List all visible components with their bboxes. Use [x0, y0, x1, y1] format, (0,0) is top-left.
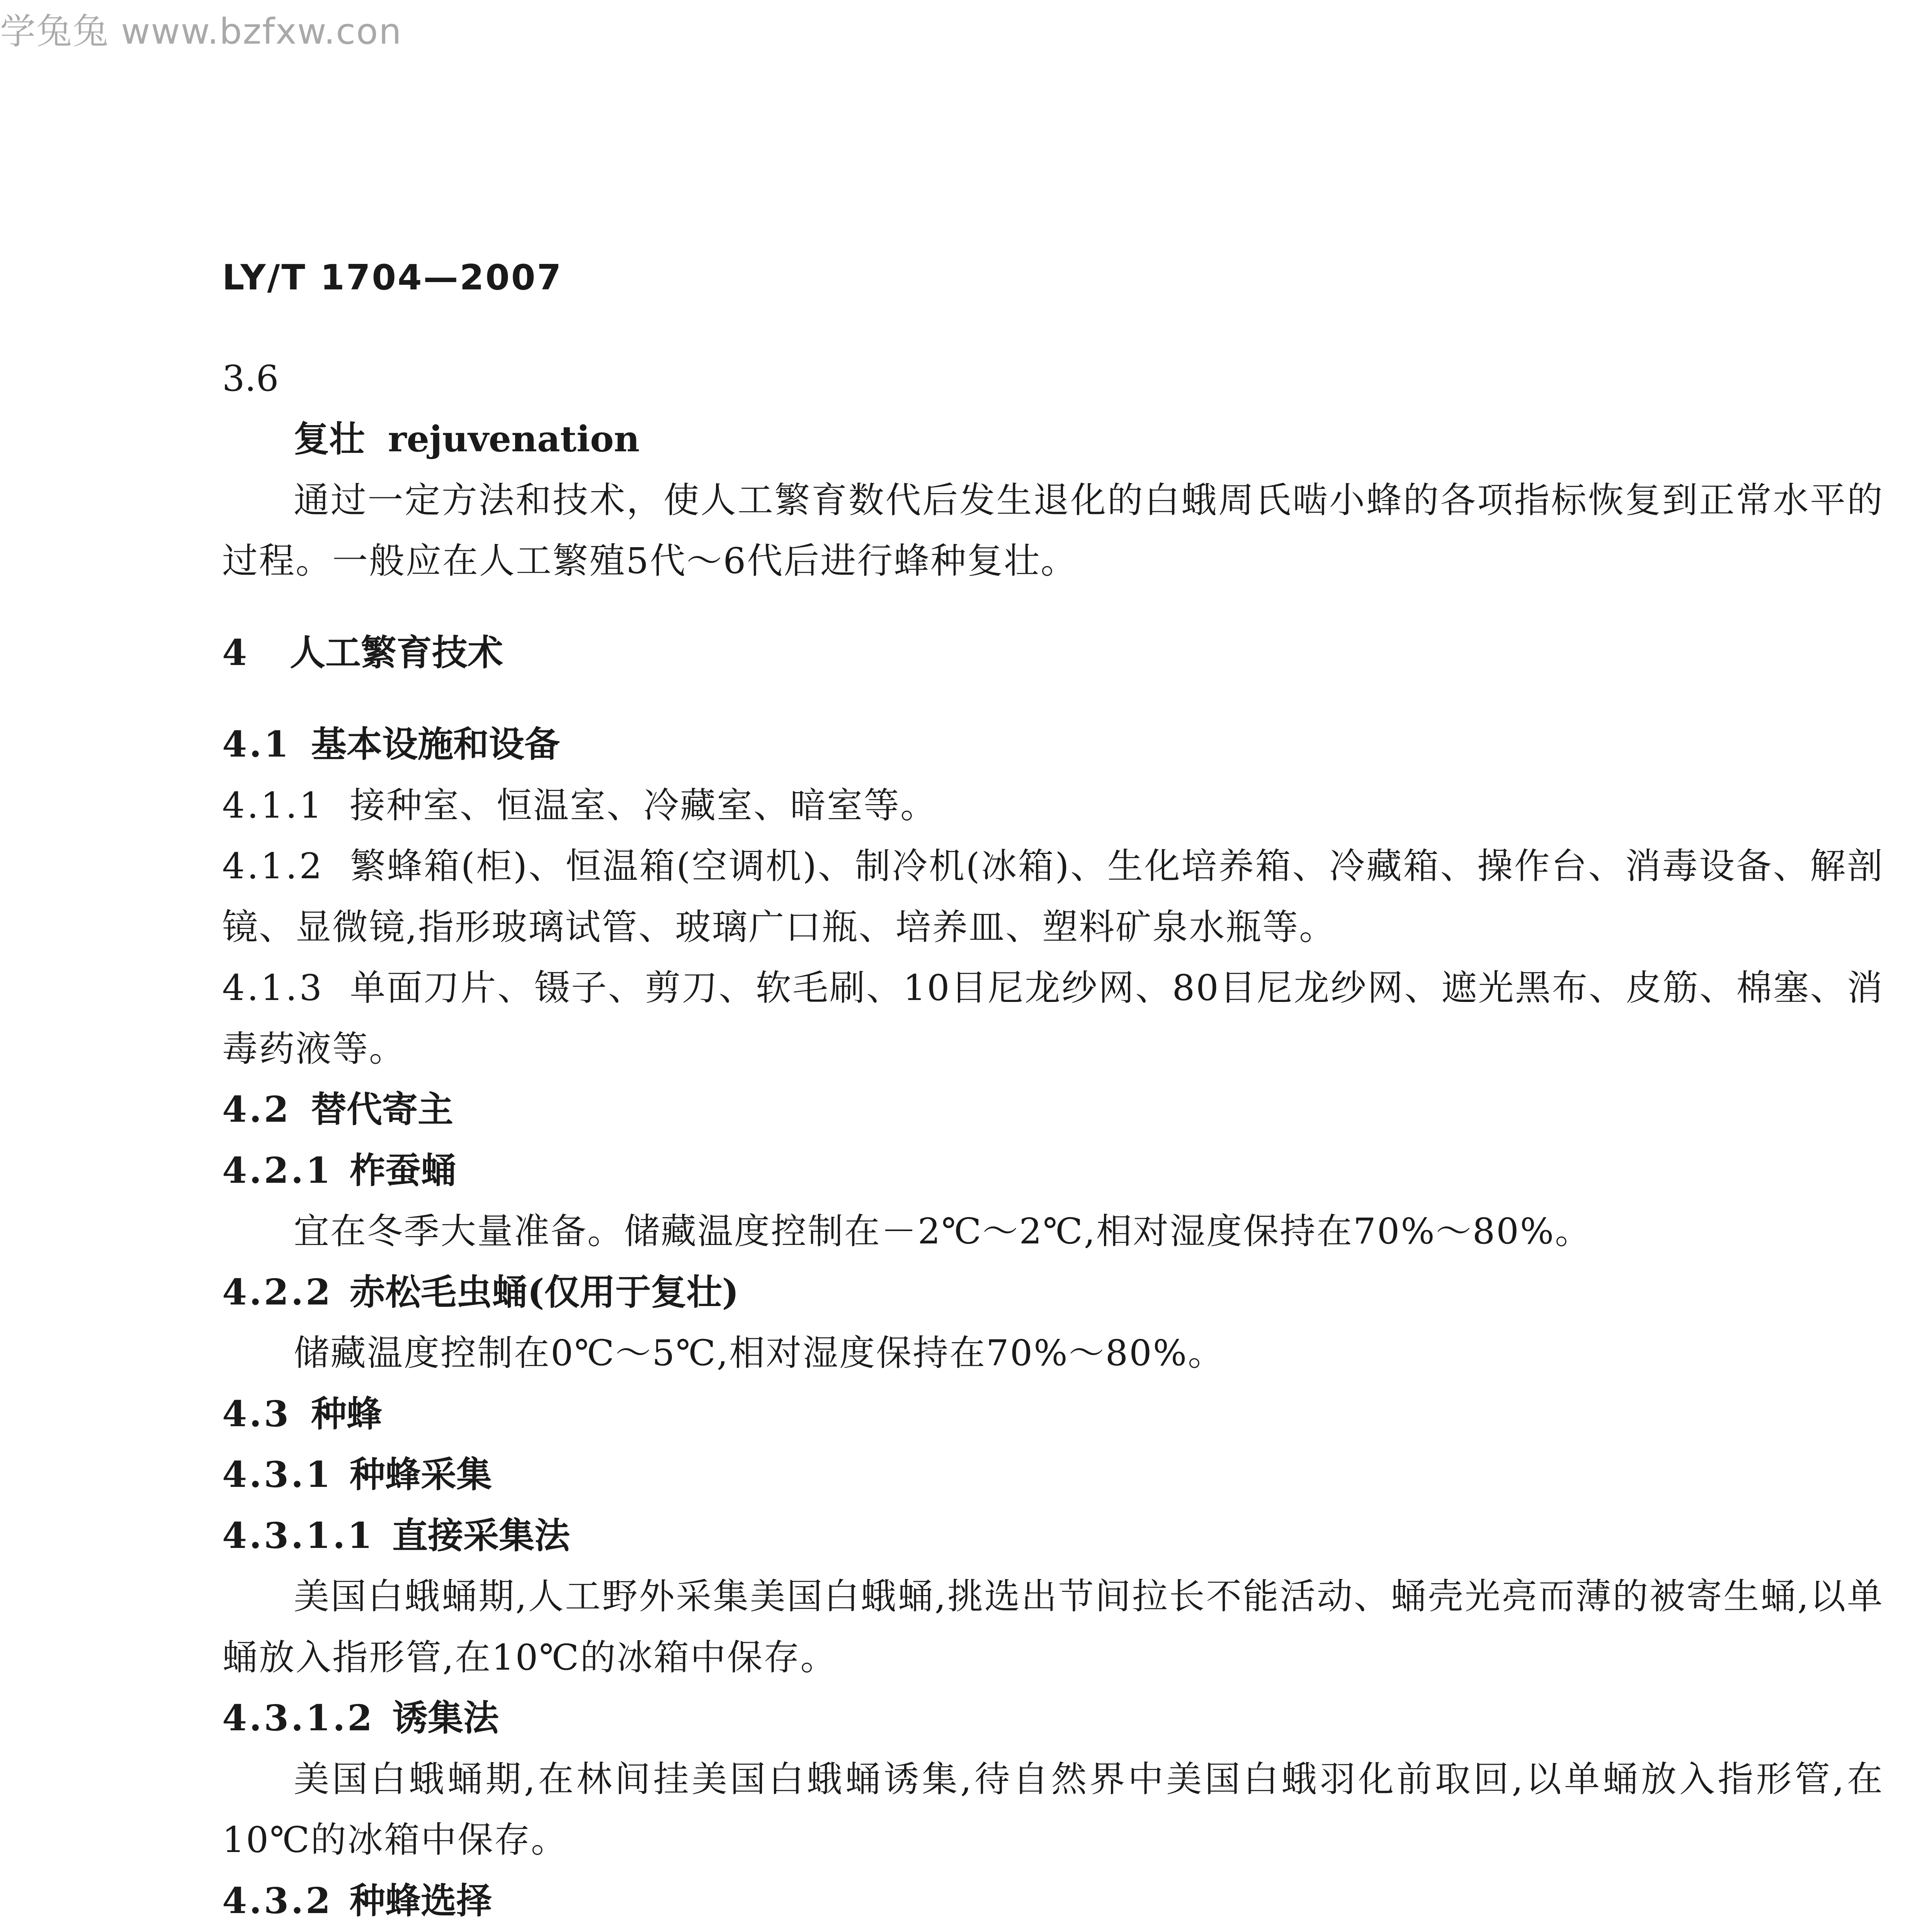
section-4-1-heading: 4.1 基本设施和设备 — [222, 723, 560, 765]
section-4-3-1-2-text: 美国白蛾蛹期,在林间挂美国白蛾蛹诱集,待自然界中美国白蛾羽化前取回,以单蛹放入指形管,在10℃的冰箱中保存。 — [222, 1758, 1884, 1861]
clause-4-1-2: 4.1.2 繁蜂箱(柜)、恒温箱(空调机)、制冷机(冰箱)、生化培养箱、冷藏箱、操作台、消毒设备、解剖镜、显微镜,指形玻璃试管、玻璃广口瓶、培养皿、塑料矿泉水瓶等。 — [222, 845, 1884, 948]
section-4-2-2-heading: 4.2.2 赤松毛虫蛹(仅用于复壮) — [222, 1271, 739, 1313]
section-4-2-heading: 4.2 替代寄主 — [222, 1088, 454, 1130]
clause-4-1-1: 4.1.1 接种室、恒温室、冷藏室、暗室等。 — [222, 784, 937, 826]
term-definition: 通过一定方法和技术，使人工繁育数代后发生退化的白蛾周氏啮小蜂的各项指标恢复到正常水平的过程。一般应在人工繁殖5代～6代后进行蜂种复壮。 — [222, 479, 1884, 582]
section-4-3-1-1-heading: 4.3.1.1 直接采集法 — [222, 1514, 570, 1556]
clause-4-1-3: 4.1.3 单面刀片、镊子、剪刀、软毛刷、10目尼龙纱网、80目尼龙纱网、遮光黑布、皮筋、棉塞、消毒药液等。 — [222, 967, 1884, 1070]
section-4-3-2-heading: 4.3.2 种蜂选择 — [222, 1879, 492, 1922]
section-4-2-2-text: 储藏温度控制在0℃～5℃,相对湿度保持在70%～80%。 — [294, 1332, 1225, 1374]
section-4-2-1-heading: 4.2.1 柞蚕蛹 — [222, 1149, 457, 1191]
section-3-6-number: 3.6 — [222, 357, 279, 399]
section-4-3-1-1-text: 美国白蛾蛹期,人工野外采集美国白蛾蛹,挑选出节间拉长不能活动、蛹壳光亮而薄的被寄生蛹,以单蛹放入指形管,在10℃的冰箱中保存。 — [222, 1576, 1884, 1678]
term-en: rejuvenation — [388, 418, 640, 460]
term-zh: 复壮 — [294, 418, 365, 460]
term-heading — [222, 409, 1884, 470]
section-4-heading: 4 人工繁育技术 — [222, 631, 503, 673]
section-4-2-1-text: 宜在冬季大量准备。储藏温度控制在－2℃～2℃,相对湿度保持在70%～80%。 — [294, 1211, 1592, 1252]
section-4-3-1-2-heading: 4.3.1.2 诱集法 — [222, 1697, 499, 1739]
watermark: 学兔兔 www.bzfxw.con — [0, 11, 402, 52]
section-4-3-heading: 4.3 种蜂 — [222, 1393, 383, 1435]
section-4-3-1-heading: 4.3.1 种蜂采集 — [222, 1454, 492, 1495]
document-page — [222, 247, 1884, 1932]
document-id: LY/T 1704—2007 — [222, 257, 563, 298]
